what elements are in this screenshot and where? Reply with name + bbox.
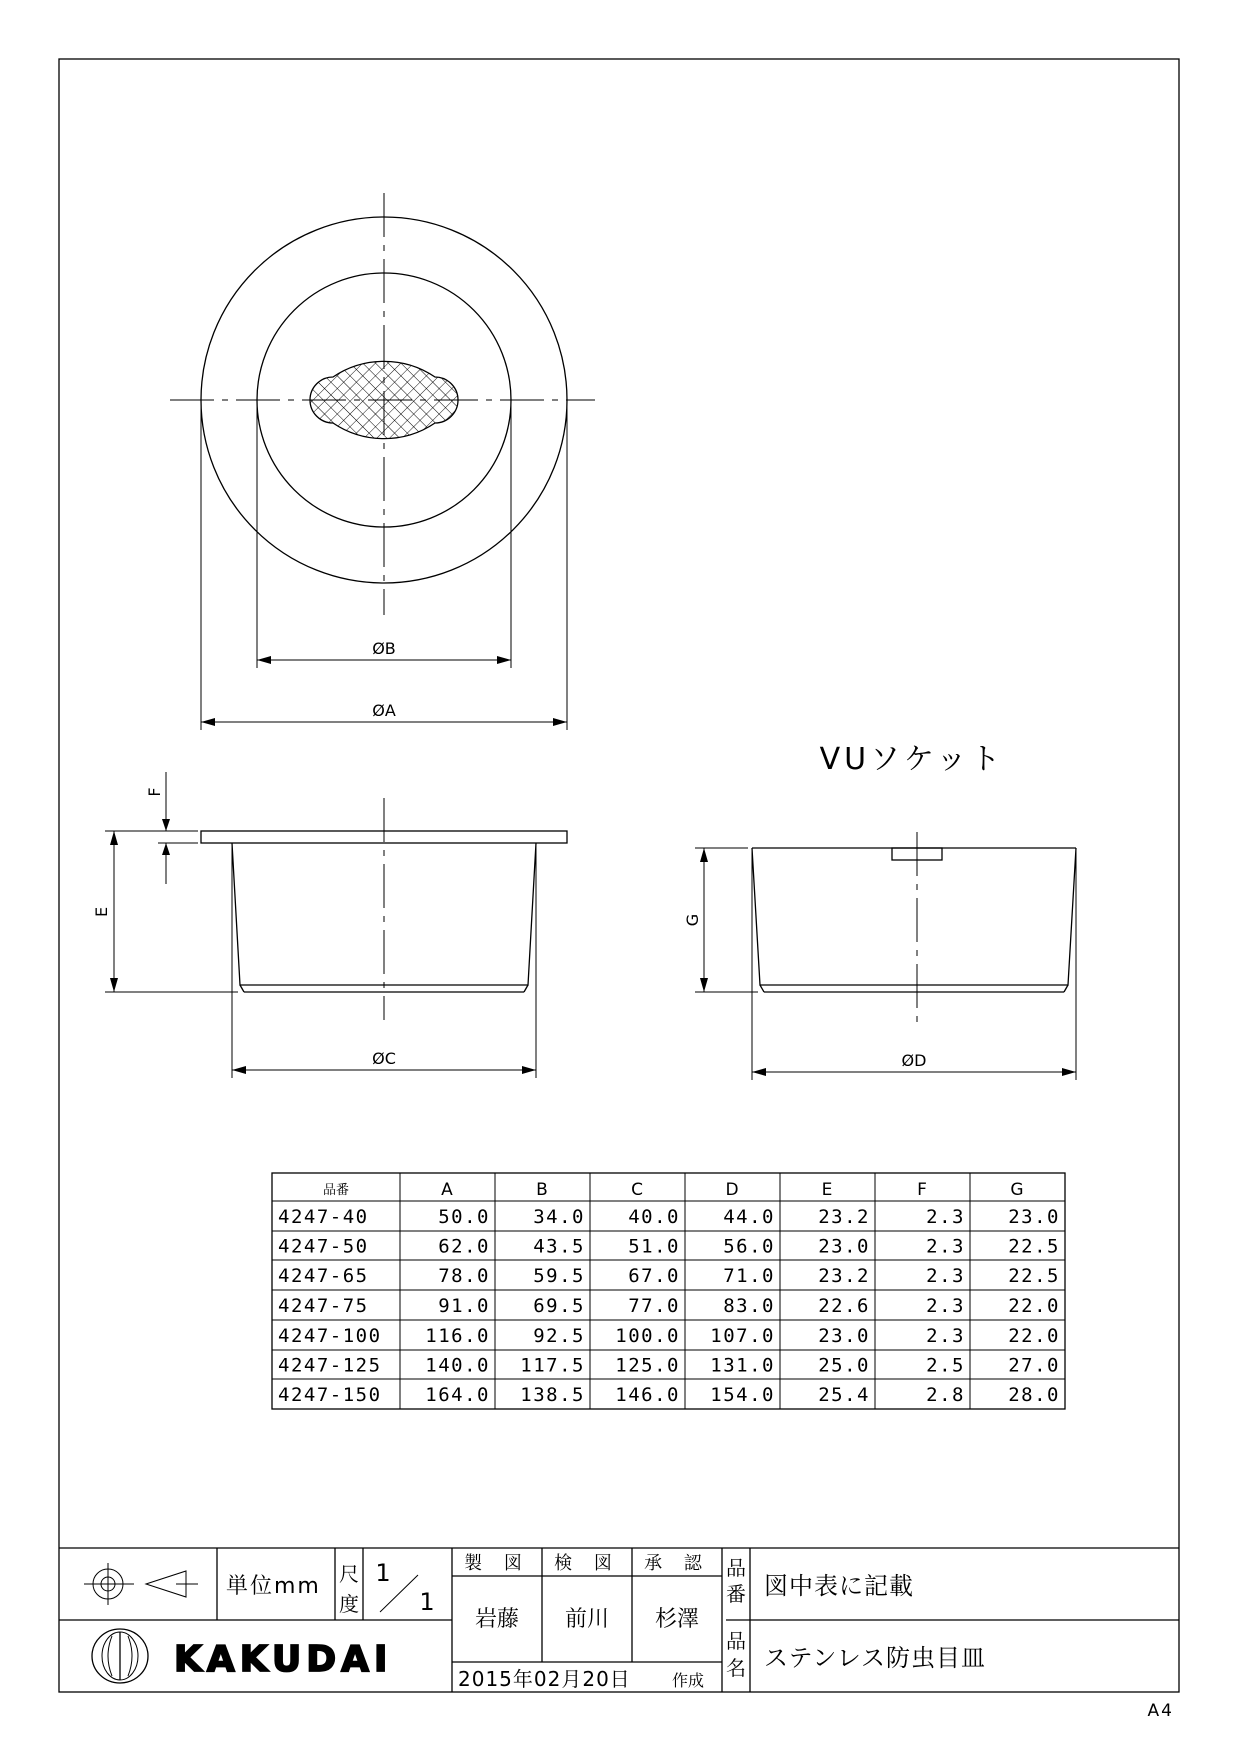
part-no-label-top: 品 bbox=[726, 1556, 746, 1580]
dimension-cell: 83.0 bbox=[723, 1295, 775, 1317]
header-cell: D bbox=[725, 1180, 739, 1200]
header-cell: E bbox=[821, 1180, 833, 1200]
scale-numerator: 1 bbox=[375, 1559, 391, 1587]
dimension-cell: 56.0 bbox=[723, 1235, 775, 1258]
dimension-cell: 59.5 bbox=[533, 1265, 585, 1287]
socket-view bbox=[683, 742, 1076, 1080]
dimension-cell: 2.5 bbox=[926, 1354, 965, 1377]
header-cell: F bbox=[917, 1180, 927, 1200]
dimension-cell: 27.0 bbox=[1008, 1354, 1060, 1377]
part-name-label-top: 品 bbox=[726, 1629, 746, 1653]
dimension-cell: 40.0 bbox=[628, 1206, 680, 1228]
dimension-cell: 69.5 bbox=[533, 1295, 585, 1317]
socket-body-profile bbox=[752, 848, 1076, 985]
dimension-cell: 2.3 bbox=[926, 1206, 965, 1228]
dimension-cell: 23.2 bbox=[818, 1206, 870, 1228]
table-row bbox=[278, 1265, 1060, 1287]
table-row bbox=[278, 1236, 1060, 1258]
sheet-border bbox=[59, 59, 1179, 1692]
table-row bbox=[278, 1325, 1060, 1347]
dimension-cell: 25.0 bbox=[818, 1354, 870, 1377]
part-no-value: 図中表に記載 bbox=[764, 1572, 914, 1600]
dimension-cell: 2.8 bbox=[926, 1384, 965, 1406]
drawn-by: 岩藤 bbox=[474, 1607, 520, 1632]
dimension-cell: 164.0 bbox=[425, 1384, 490, 1406]
dimension-cell: 51.0 bbox=[628, 1235, 680, 1258]
part-name-value: ステンレス防虫目皿 bbox=[764, 1644, 986, 1672]
dimension-cell: 62.0 bbox=[438, 1235, 490, 1258]
dim-label-f: F bbox=[145, 787, 164, 797]
dimension-cell: 138.5 bbox=[520, 1384, 585, 1406]
part-number-cell: 4247-75 bbox=[278, 1295, 369, 1317]
part-number-cell: 4247-65 bbox=[278, 1265, 369, 1287]
dim-label-d: ØD bbox=[901, 1051, 927, 1070]
top-view bbox=[170, 193, 595, 730]
part-number-cell: 4247-150 bbox=[278, 1384, 382, 1406]
dimension-cell: 71.0 bbox=[723, 1265, 775, 1287]
scale-label-bottom: 度 bbox=[339, 1592, 359, 1616]
dimension-cell: 78.0 bbox=[438, 1265, 490, 1287]
dim-label-c: ØC bbox=[372, 1049, 396, 1068]
dimension-cell: 91.0 bbox=[438, 1295, 490, 1317]
dimension-cell: 146.0 bbox=[615, 1384, 680, 1406]
header-cell: G bbox=[1010, 1180, 1024, 1200]
drawn-label: 製 図 bbox=[464, 1553, 530, 1574]
logo-wordmark: KAKUDAI bbox=[174, 1639, 393, 1680]
dimension-cell: 43.5 bbox=[533, 1235, 585, 1258]
dimension-cell: 117.5 bbox=[520, 1354, 585, 1377]
header-cell: A bbox=[441, 1180, 453, 1200]
table-row bbox=[278, 1206, 1060, 1228]
dimension-cell: 154.0 bbox=[710, 1384, 775, 1406]
dimension-cell: 22.5 bbox=[1008, 1265, 1060, 1287]
dim-label-g: G bbox=[683, 913, 702, 927]
dimension-cell: 22.0 bbox=[1008, 1325, 1060, 1347]
header-cell: B bbox=[536, 1180, 548, 1200]
title-block bbox=[59, 1548, 1179, 1692]
dimension-cell: 2.3 bbox=[926, 1235, 965, 1258]
dimension-cell: 23.0 bbox=[1008, 1206, 1060, 1228]
table-row bbox=[278, 1384, 1060, 1406]
table-row bbox=[278, 1295, 1060, 1317]
table-row bbox=[278, 1355, 1060, 1377]
part-name-label-bottom: 名 bbox=[726, 1656, 746, 1680]
header-cell: C bbox=[631, 1180, 643, 1200]
approved-by: 杉澤 bbox=[654, 1607, 700, 1632]
dimension-cell: 25.4 bbox=[818, 1384, 870, 1406]
dimension-cell: 44.0 bbox=[723, 1206, 775, 1228]
dimension-cell: 28.0 bbox=[1008, 1384, 1060, 1406]
checked-label: 検 図 bbox=[554, 1553, 620, 1574]
dimension-cell: 125.0 bbox=[615, 1354, 680, 1377]
dimension-cell: 23.0 bbox=[818, 1325, 870, 1347]
dimension-cell: 107.0 bbox=[710, 1325, 775, 1347]
dim-label-a: ØA bbox=[372, 701, 396, 720]
sheet-size-label: A4 bbox=[1147, 1701, 1174, 1721]
dimension-cell: 140.0 bbox=[425, 1354, 490, 1377]
dimension-cell: 2.3 bbox=[926, 1325, 965, 1347]
dimension-cell: 22.5 bbox=[1008, 1235, 1060, 1258]
dimension-cell: 131.0 bbox=[710, 1354, 775, 1377]
dimension-cell: 2.3 bbox=[926, 1295, 965, 1317]
kakudai-logo bbox=[92, 1629, 392, 1683]
dimension-cell: 67.0 bbox=[628, 1265, 680, 1287]
scale-label-top: 尺 bbox=[339, 1562, 359, 1586]
dimension-cell: 23.2 bbox=[818, 1265, 870, 1287]
dimension-cell: 116.0 bbox=[425, 1325, 490, 1347]
scale-denominator: 1 bbox=[419, 1588, 435, 1616]
header-cell: 品番 bbox=[322, 1183, 350, 1198]
dim-label-e: E bbox=[92, 906, 111, 918]
part-no-label-bottom: 番 bbox=[726, 1582, 746, 1606]
part-number-cell: 4247-125 bbox=[278, 1354, 382, 1377]
approved-label: 承 認 bbox=[644, 1553, 710, 1574]
dimension-cell: 34.0 bbox=[533, 1206, 585, 1228]
checked-by: 前川 bbox=[564, 1607, 610, 1632]
dimension-cell: 92.5 bbox=[533, 1325, 585, 1347]
dimension-cell: 77.0 bbox=[628, 1295, 680, 1317]
unit-label: 単位mm bbox=[226, 1574, 321, 1599]
part-number-cell: 4247-100 bbox=[278, 1325, 382, 1347]
part-number-cell: 4247-40 bbox=[278, 1206, 369, 1228]
created-label: 作成 bbox=[672, 1671, 705, 1690]
dim-label-b: ØB bbox=[372, 639, 396, 658]
dimension-cell: 23.0 bbox=[818, 1235, 870, 1258]
side-view bbox=[92, 772, 567, 1078]
drawing-date: 2015年02月20日 bbox=[458, 1667, 631, 1691]
spec-table bbox=[272, 1173, 1065, 1409]
dimension-cell: 100.0 bbox=[615, 1325, 680, 1347]
socket-label: VUソケット bbox=[819, 742, 1005, 777]
dimension-cell: 22.6 bbox=[818, 1295, 870, 1317]
dimension-cell: 2.3 bbox=[926, 1265, 965, 1287]
dimension-cell: 22.0 bbox=[1008, 1295, 1060, 1317]
dimension-cell: 50.0 bbox=[438, 1206, 490, 1228]
part-number-cell: 4247-50 bbox=[278, 1235, 369, 1258]
third-angle-projection-icon bbox=[84, 1563, 198, 1605]
